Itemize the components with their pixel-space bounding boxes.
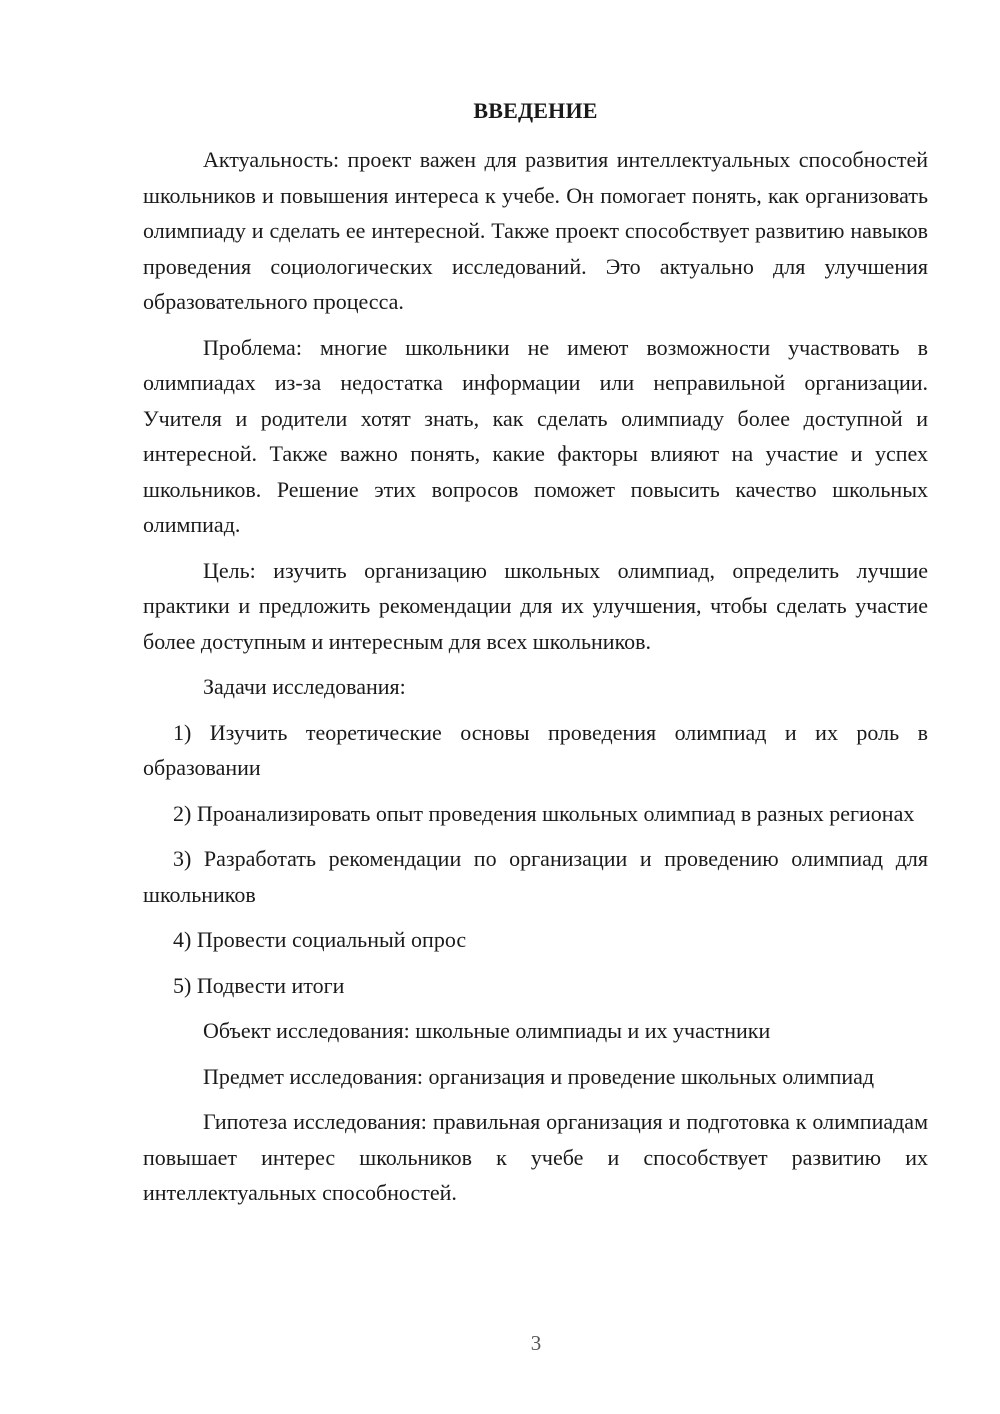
hypothesis-paragraph: Гипотеза исследования: правильная организация и подготовка к олимпиадам повышает интерес школьников к учебе и способствует развитию их интеллектуальных способностей. bbox=[143, 1109, 928, 1205]
relevance-paragraph: Актуальность: проект важен для развития интеллектуальных способностей школьников и повышения интереса к учебе. Он помогает понять, как организовать олимпиаду и сделать ее интересной. Также проект способствует развитию навыков проведения социологических исследований. Это актуально для улучшения образовательного процесса. bbox=[143, 147, 928, 314]
page-number: 3 bbox=[530, 1331, 542, 1355]
problem-paragraph: Проблема: многие школьники не имеют возможности участвовать в олимпиадах из-за недостатка информации или неправильной организации. Учителя и родители хотят знать, как сделать олимпиаду более доступной и интересной. Также важно понять, какие факторы влияют на участие и успех школьников. Решение этих вопросов поможет повысить качество школьных олимпиад. bbox=[143, 334, 928, 537]
task-item-1: 1) Изучить теоретические основы проведения олимпиад и их роль в образовании bbox=[143, 719, 928, 780]
object-paragraph: Объект исследования: школьные олимпиады и их участники bbox=[203, 1018, 771, 1043]
goal-paragraph: Цель: изучить организацию школьных олимпиад, определить лучшие практики и предложить рекомендации для их улучшения, чтобы сделать участие более доступным и интересным для всех школьников. bbox=[143, 557, 928, 654]
section-heading: ВВЕДЕНИЕ bbox=[473, 98, 598, 123]
subject-paragraph: Предмет исследования: организация и проведение школьных олимпиад bbox=[203, 1063, 875, 1089]
task-item-5: 5) Подвести итоги bbox=[173, 972, 345, 998]
task-item-4: 4) Провести социальный опрос bbox=[173, 927, 467, 952]
task-item-3: 3) Разработать рекомендации по организации и проведению олимпиад для школьников bbox=[143, 846, 928, 907]
document-page bbox=[143, 94, 928, 1221]
tasks-heading: Задачи исследования: bbox=[203, 674, 406, 699]
task-item-2: 2) Проанализировать опыт проведения школьных олимпиад в разных регионах bbox=[173, 800, 915, 826]
